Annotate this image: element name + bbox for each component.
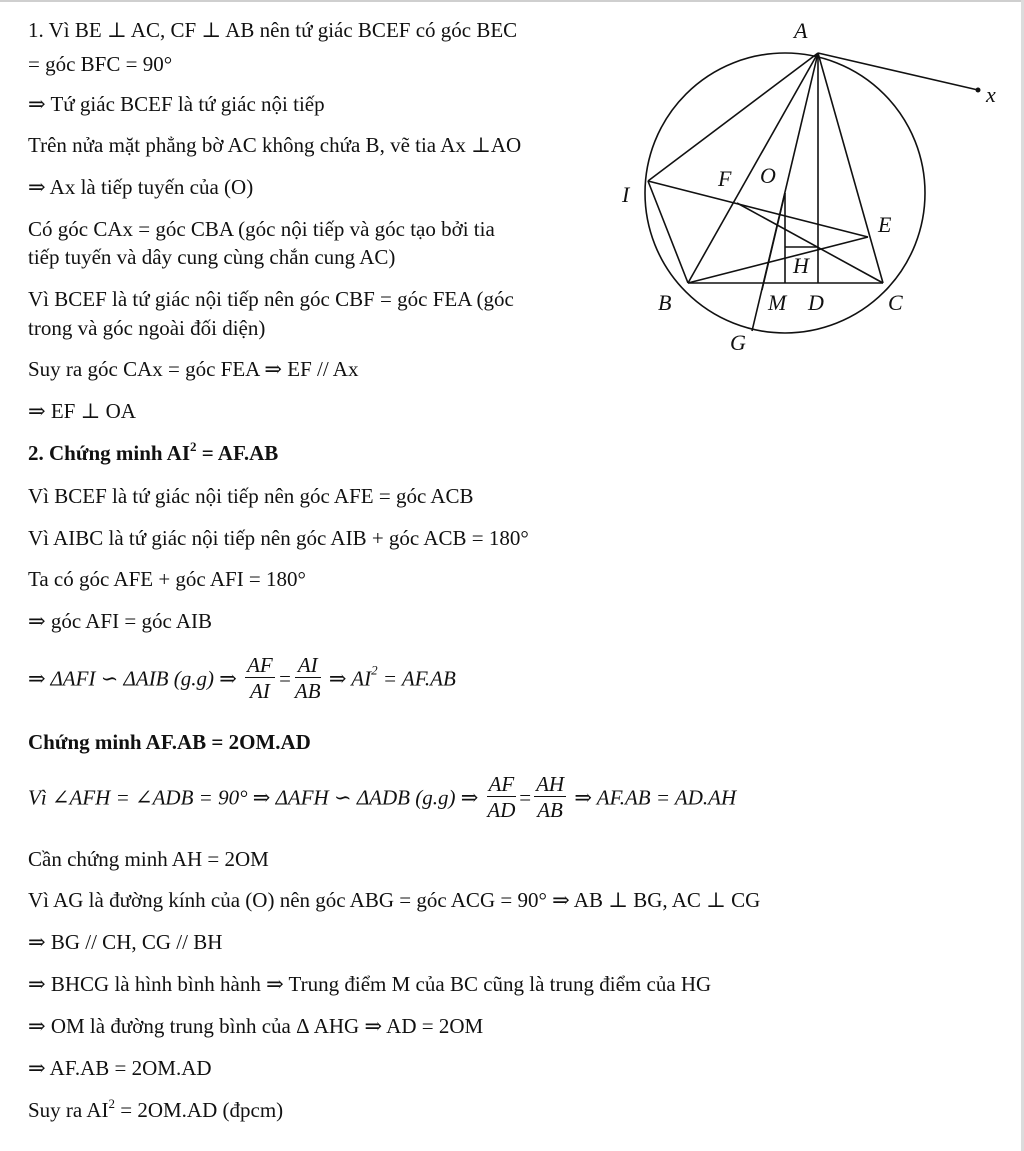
eq2-left: Vì ∠AFH = ∠ADB = 90° ⇒ ΔAFH ∽ ΔADB (g.g) ⇒ — [28, 785, 484, 810]
fraction-numerator: AH — [536, 772, 565, 796]
fraction-numerator: AF — [488, 772, 515, 796]
heading-rest: = AF.AB — [196, 441, 279, 465]
label-x: x — [986, 82, 996, 107]
text-line: Vì BCEF là tứ giác nội tiếp nên góc AFE = góc ACB — [28, 484, 474, 508]
text-line: Có góc CAx = góc CBA (góc nội tiếp và góc tạo bởi tia — [28, 217, 495, 241]
label-a: A — [794, 18, 808, 43]
text-line: Ta có góc AFE + góc AFI = 180° — [28, 567, 306, 591]
text-line: 1. Vì BE ⊥ AC, CF ⊥ AB nên tứ giác BCEF có góc BEC — [28, 18, 518, 42]
segment-ac — [818, 53, 883, 283]
text-line: Vì AG là đường kính của (O) nên góc ABG = góc ACG = 90° ⇒ AB ⊥ BG, AC ⊥ CG — [28, 888, 761, 912]
heading-ai: AI — [166, 441, 190, 465]
text-line: ⇒ EF ⊥ OA — [28, 399, 136, 423]
segment-ig — [648, 181, 688, 283]
eq2-equals: = — [519, 785, 532, 810]
fraction-denominator: AB — [294, 679, 321, 703]
label-d: D — [808, 290, 824, 315]
text-line: ⇒ OM là đường trung bình của Δ AHG ⇒ AD = 2OM — [28, 1014, 484, 1038]
heading-prefix: 2. Chứng minh — [28, 441, 167, 465]
eq1-implies: ⇒ AI — [323, 666, 372, 691]
similarity-equation-2 — [28, 772, 736, 823]
label-i: I — [622, 182, 630, 207]
fraction-ah-ab — [534, 772, 566, 823]
text-line: tiếp tuyến và dây cung cùng chắn cung AC) — [28, 245, 396, 269]
segment-ie — [648, 181, 868, 237]
fraction-numerator: AI — [295, 653, 321, 678]
geometry-figure — [610, 10, 1020, 360]
eq1-right: = AF.AB — [377, 666, 456, 691]
fraction-ai-ab — [295, 653, 321, 704]
eq1-equals: = — [277, 666, 292, 691]
fraction-numerator: AF — [247, 653, 273, 677]
eq1-left: ⇒ ΔAFI ∽ ΔAIB (g.g) ⇒ — [28, 666, 243, 691]
text-line: ⇒ góc AFI = góc AIB — [28, 609, 213, 633]
heading-sup: 2 — [190, 439, 197, 454]
segment-ax — [818, 53, 978, 90]
conclusion-left: Suy ra AI — [28, 1098, 109, 1122]
fraction-denominator: AD — [487, 798, 516, 822]
fraction-denominator: AI — [250, 679, 270, 703]
section-heading-proof: Chứng minh AF.AB = 2OM.AD — [28, 730, 311, 754]
segment-og — [762, 193, 785, 290]
label-g: G — [730, 330, 746, 355]
label-c: C — [888, 290, 903, 315]
text-line: trong và góc ngoài đối diện) — [28, 316, 266, 340]
text-line: ⇒ BG // CH, CG // BH — [28, 930, 223, 954]
label-f: F — [718, 166, 732, 191]
label-m: M — [768, 290, 787, 315]
text-line: Trên nửa mặt phẳng bờ AC không chứa B, vẽ tia Ax ⊥AO — [28, 133, 522, 157]
label-b: B — [658, 290, 672, 315]
similarity-equation-1 — [28, 653, 456, 704]
text-line: ⇒ Ax là tiếp tuyến của (O) — [28, 175, 254, 199]
segment-cf — [737, 203, 883, 283]
text-line: Suy ra góc CAx = góc FEA ⇒ EF // Ax — [28, 357, 359, 381]
conclusion-right: = 2OM.AD (đpcm) — [115, 1098, 284, 1122]
fraction-af-ad — [487, 772, 517, 823]
text-line — [28, 1098, 283, 1122]
top-divider — [0, 0, 1024, 2]
text-line: ⇒ AF.AB = 2OM.AD — [28, 1056, 212, 1080]
label-h: H — [793, 253, 809, 278]
text-line: Vì BCEF là tứ giác nội tiếp nên góc CBF = góc FEA (góc — [28, 287, 514, 311]
text-line: = góc BFC = 90° — [28, 52, 173, 76]
eq1-sup: 2 — [371, 662, 378, 678]
eq2-right: ⇒ AF.AB = AD.AH — [569, 785, 737, 810]
text-line: ⇒ Tứ giác BCEF là tứ giác nội tiếp — [28, 92, 325, 116]
conclusion-sup: 2 — [108, 1096, 115, 1111]
fraction-af-ai — [245, 653, 275, 704]
label-e: E — [878, 212, 892, 237]
label-o: O — [760, 163, 776, 188]
text-line: Cần chứng minh AH = 2OM — [28, 847, 269, 871]
segment-ab — [688, 53, 818, 283]
fraction-denominator: AB — [537, 798, 563, 822]
section-heading-2 — [28, 441, 278, 465]
text-line: Vì AIBC là tứ giác nội tiếp nên góc AIB + góc ACB = 180° — [28, 526, 529, 550]
text-line: ⇒ BHCG là hình bình hành ⇒ Trung điểm M của BC cũng là trung điểm của HG — [28, 972, 712, 996]
point-x — [976, 88, 981, 93]
